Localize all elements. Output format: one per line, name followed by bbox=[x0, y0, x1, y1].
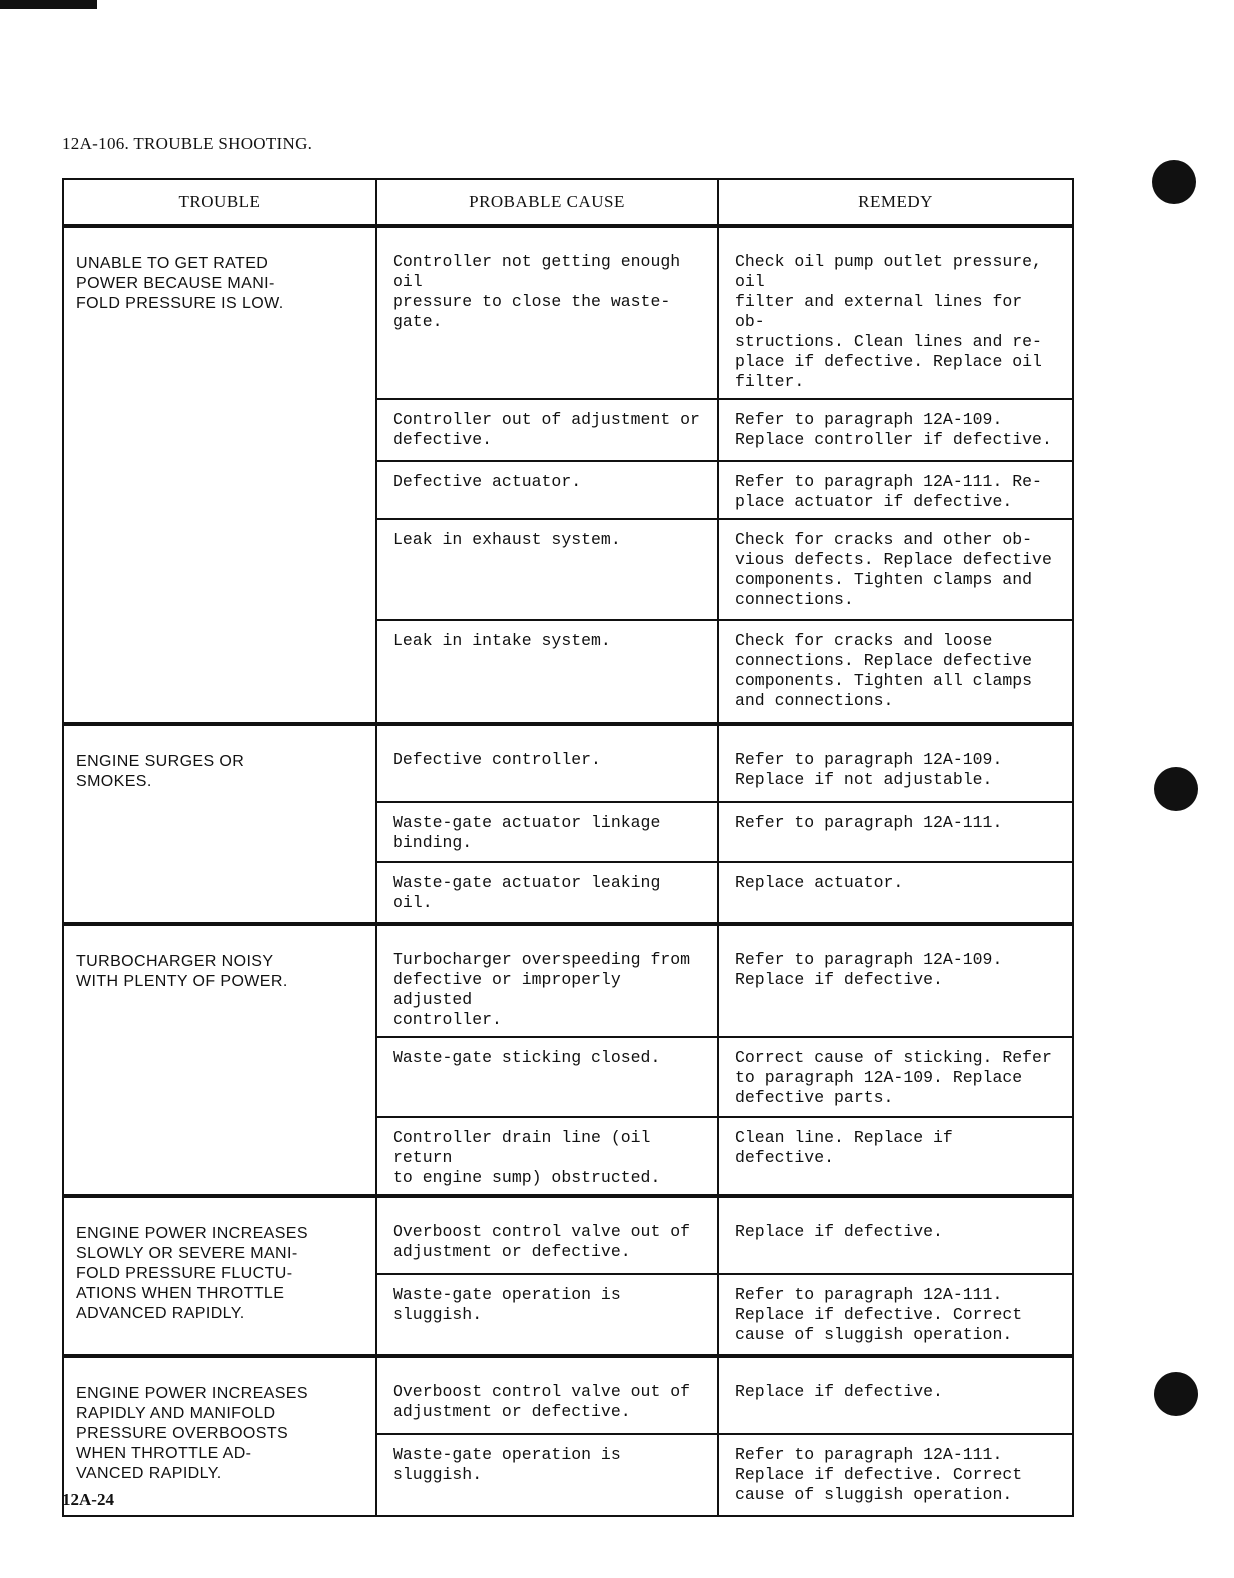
cause-cell: Waste-gate sticking closed. bbox=[376, 1037, 718, 1117]
table-row bbox=[63, 1356, 1073, 1434]
remedy-cell: Refer to paragraph 12A-111. Re- place actuator if defective. bbox=[718, 461, 1073, 519]
trouble-cell: UNABLE TO GET RATED POWER BECAUSE MANI- FOLD PRESSURE IS LOW. bbox=[63, 226, 376, 724]
page-number: 12A-24 bbox=[62, 1490, 114, 1509]
cause-cell: Waste-gate actuator linkage binding. bbox=[376, 802, 718, 862]
remedy-cell: Refer to paragraph 12A-109. Replace controller if defective. bbox=[718, 399, 1073, 461]
remedy-cell: Refer to paragraph 12A-109. Replace if defective. bbox=[718, 924, 1073, 1037]
cause-cell: Waste-gate operation is sluggish. bbox=[376, 1274, 718, 1356]
cause-cell: Leak in intake system. bbox=[376, 620, 718, 724]
remedy-cell: Refer to paragraph 12A-111. Replace if defective. Correct cause of sluggish operation. bbox=[718, 1274, 1073, 1356]
remedy-cell: Replace actuator. bbox=[718, 862, 1073, 924]
cause-cell: Leak in exhaust system. bbox=[376, 519, 718, 620]
cause-cell: Controller out of adjustment or defective. bbox=[376, 399, 718, 461]
trouble-cell: ENGINE POWER INCREASES SLOWLY OR SEVERE MANI- FOLD PRESSURE FLUCTU- ATIONS WHEN THROTTLE ADVANCED RAPIDLY. bbox=[63, 1196, 376, 1356]
cause-cell: Waste-gate actuator leaking oil. bbox=[376, 862, 718, 924]
header-row bbox=[63, 179, 1073, 226]
cause-cell: Overboost control valve out of adjustment or defective. bbox=[376, 1196, 718, 1274]
remedy-cell: Clean line. Replace if defective. bbox=[718, 1117, 1073, 1196]
trouble-cell: ENGINE SURGES OR SMOKES. bbox=[63, 724, 376, 924]
cause-cell: Defective actuator. bbox=[376, 461, 718, 519]
binder-hole bbox=[1154, 1372, 1198, 1416]
remedy-cell: Replace if defective. bbox=[718, 1196, 1073, 1274]
section-title: 12A-106. TROUBLE SHOOTING. bbox=[62, 134, 313, 153]
remedy-cell: Refer to paragraph 12A-111. Replace if defective. Correct cause of sluggish operation. bbox=[718, 1434, 1073, 1516]
cause-cell: Turbocharger overspeeding from defective or improperly adjusted controller. bbox=[376, 924, 718, 1037]
remedy-cell: Check oil pump outlet pressure, oil filter and external lines for ob- structions. Clean lines and re- place if defective. Replace oil filter. bbox=[718, 226, 1073, 399]
cause-cell: Waste-gate operation is sluggish. bbox=[376, 1434, 718, 1516]
remedy-cell: Correct cause of sticking. Refer to paragraph 12A-109. Replace defective parts. bbox=[718, 1037, 1073, 1117]
binder-hole bbox=[1154, 767, 1198, 811]
remedy-cell: Replace if defective. bbox=[718, 1356, 1073, 1434]
scan-edge-mark bbox=[0, 0, 97, 9]
header-trouble: TROUBLE bbox=[63, 179, 376, 226]
header-probable-cause: PROBABLE CAUSE bbox=[376, 179, 718, 226]
trouble-cell: ENGINE POWER INCREASES RAPIDLY AND MANIFOLD PRESSURE OVERBOOSTS WHEN THROTTLE AD- VANCED RAPIDLY. bbox=[63, 1356, 376, 1516]
header-remedy: REMEDY bbox=[718, 179, 1073, 226]
trouble-shooting-table bbox=[62, 178, 1074, 1517]
table-row bbox=[63, 1196, 1073, 1274]
cause-cell: Defective controller. bbox=[376, 724, 718, 802]
trouble-cell: TURBOCHARGER NOISY WITH PLENTY OF POWER. bbox=[63, 924, 376, 1196]
remedy-cell: Check for cracks and loose connections. Replace defective components. Tighten all clamps and connections. bbox=[718, 620, 1073, 724]
table-row bbox=[63, 226, 1073, 399]
remedy-cell: Refer to paragraph 12A-111. bbox=[718, 802, 1073, 862]
table-row bbox=[63, 924, 1073, 1037]
cause-cell: Overboost control valve out of adjustment or defective. bbox=[376, 1356, 718, 1434]
table-row bbox=[63, 724, 1073, 802]
binder-hole bbox=[1152, 160, 1196, 204]
cause-cell: Controller drain line (oil return to engine sump) obstructed. bbox=[376, 1117, 718, 1196]
remedy-cell: Refer to paragraph 12A-109. Replace if not adjustable. bbox=[718, 724, 1073, 802]
cause-cell: Controller not getting enough oil pressure to close the waste-gate. bbox=[376, 226, 718, 399]
remedy-cell: Check for cracks and other ob- vious defects. Replace defective components. Tighten clamps and connections. bbox=[718, 519, 1073, 620]
